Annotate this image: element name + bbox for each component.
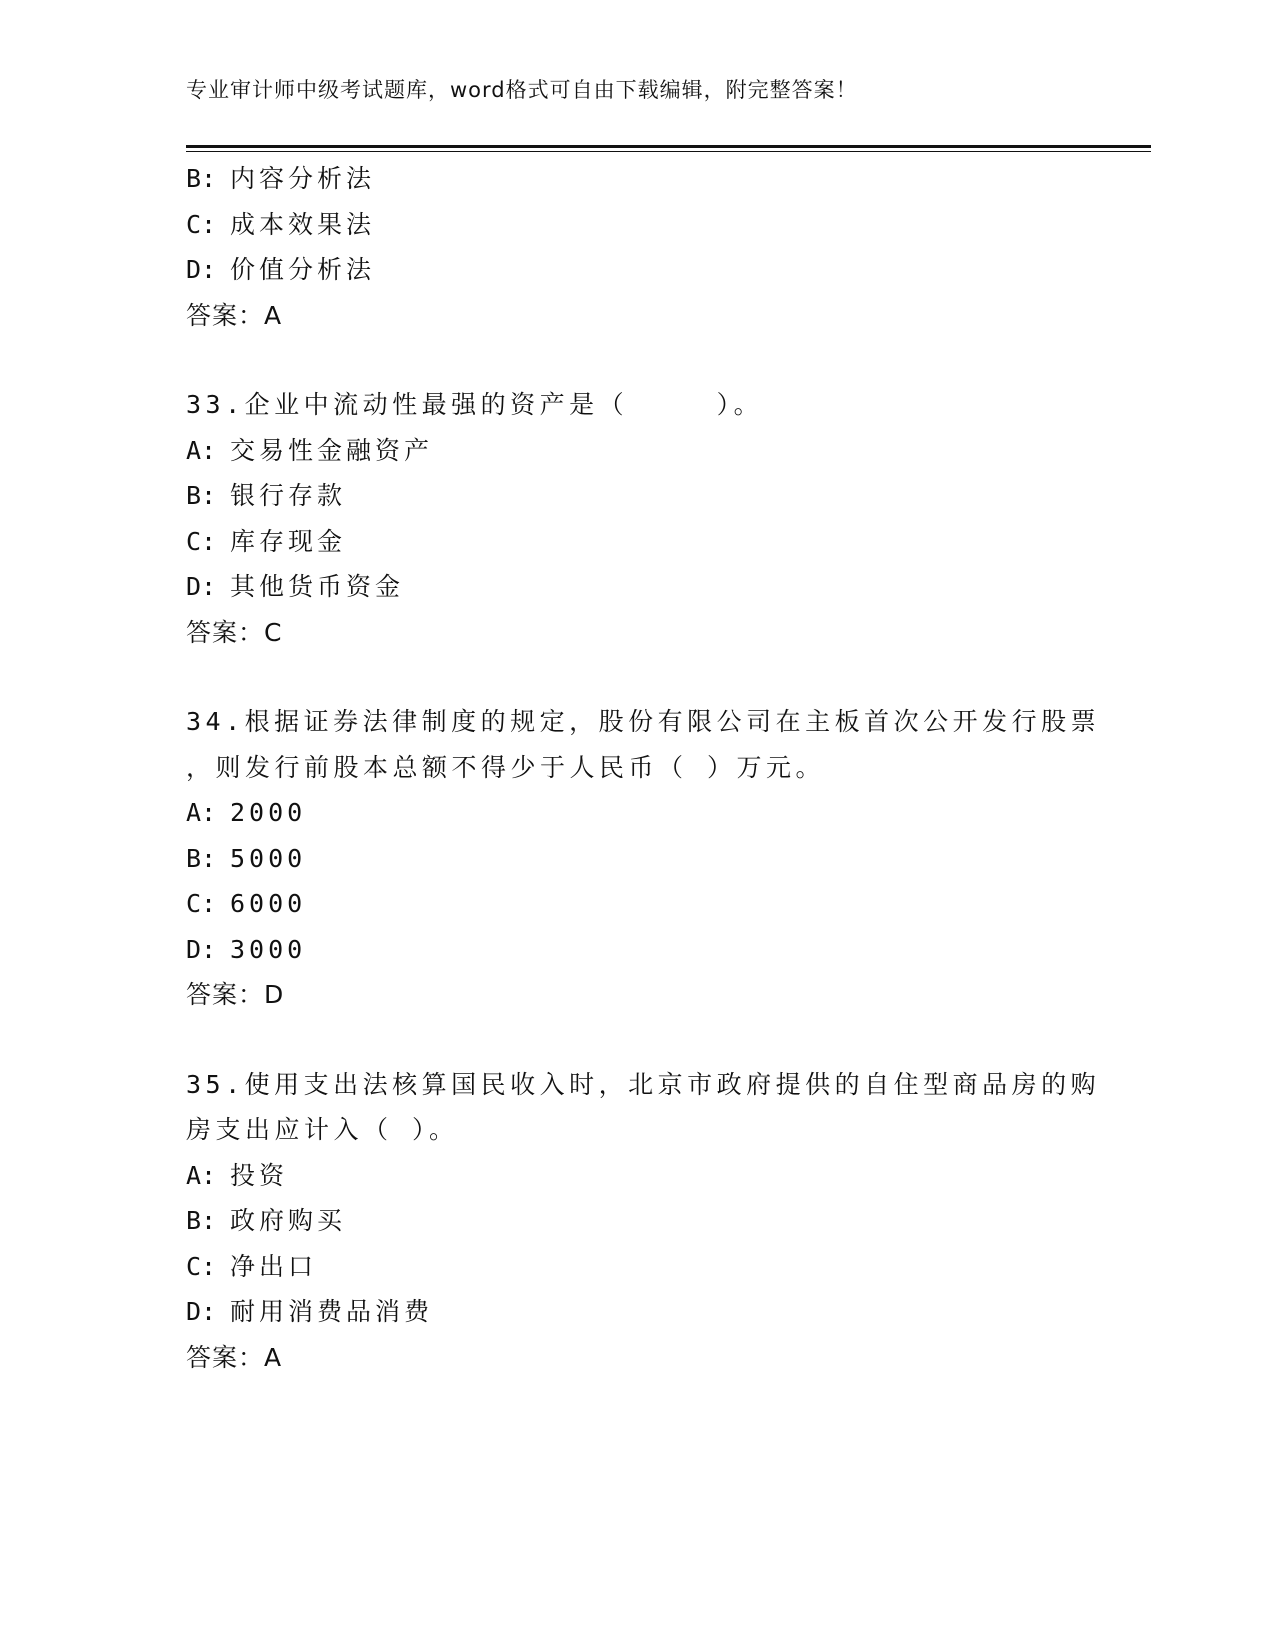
option-c: C: 库存现金 [186, 526, 347, 556]
question-35 [186, 1062, 1101, 1381]
option-text: 库存现金 [230, 526, 347, 556]
option-d: D: 耐用消费品消费 [186, 1297, 434, 1326]
question-stem-line-2: ，则发行前股本总额不得少于人民币（ ）万元。 [186, 752, 826, 782]
option-text: 2000 [230, 798, 307, 827]
option-text: 成本效果法 [230, 209, 376, 239]
option-text: 6000 [230, 889, 307, 918]
option-a: A: 投资 [186, 1160, 289, 1190]
option-d: D: 价值分析法 [186, 255, 376, 284]
answer-line: 答案：D [186, 980, 285, 1009]
option-text: 投资 [230, 1160, 289, 1190]
option-text: 价值分析法 [230, 255, 376, 284]
option-c: C: 6000 [186, 889, 307, 918]
option-text: 银行存款 [230, 481, 347, 510]
option-text: 其他货币资金 [230, 572, 405, 601]
answer-line: 答案：A [186, 300, 283, 330]
option-c: C: 净出口 [186, 1251, 318, 1281]
option-b: B: 5000 [186, 843, 307, 873]
option-c: C: 成本效果法 [186, 209, 376, 239]
option-a: A: 交易性金融资产 [186, 435, 434, 465]
option-b: B: 政府购买 [186, 1206, 347, 1235]
option-text: 政府购买 [230, 1206, 347, 1235]
option-text: 净出口 [230, 1251, 318, 1281]
question-34 [186, 699, 1101, 1018]
option-b: B: 银行存款 [186, 481, 347, 510]
option-text: 内容分析法 [230, 164, 376, 193]
header-rule-thin [186, 151, 1151, 152]
question-stem-line-1: 35.使用支出法核算国民收入时，北京市政府提供的自住型商品房的购 [186, 1069, 1101, 1099]
page-header: 专业审计师中级考试题库，word格式可自由下载编辑，附完整答案！ [186, 78, 858, 102]
header-rule-thick [186, 145, 1151, 148]
question-stem-line-1: 34.根据证券法律制度的规定，股份有限公司在主板首次公开发行股票 [186, 707, 1101, 736]
option-text: 5000 [230, 843, 307, 873]
option-text: 交易性金融资产 [230, 435, 434, 465]
question-content [186, 156, 1101, 1380]
question-33 [186, 382, 1086, 655]
question-stem: 33.企业中流动性最强的资产是（ ）。 [186, 390, 764, 419]
answer-line: 答案：A [186, 1342, 283, 1372]
option-a: A: 2000 [186, 798, 307, 827]
option-d: D: 其他货币资金 [186, 572, 405, 601]
prev-question-block [186, 156, 1086, 338]
option-d: D: 3000 [186, 934, 307, 964]
option-b: B: 内容分析法 [186, 164, 376, 193]
option-text: 3000 [230, 934, 307, 964]
option-text: 耐用消费品消费 [230, 1297, 434, 1326]
answer-line: 答案：C [186, 617, 283, 647]
question-stem-line-2: 房支出应计入（ ）。 [186, 1115, 459, 1144]
